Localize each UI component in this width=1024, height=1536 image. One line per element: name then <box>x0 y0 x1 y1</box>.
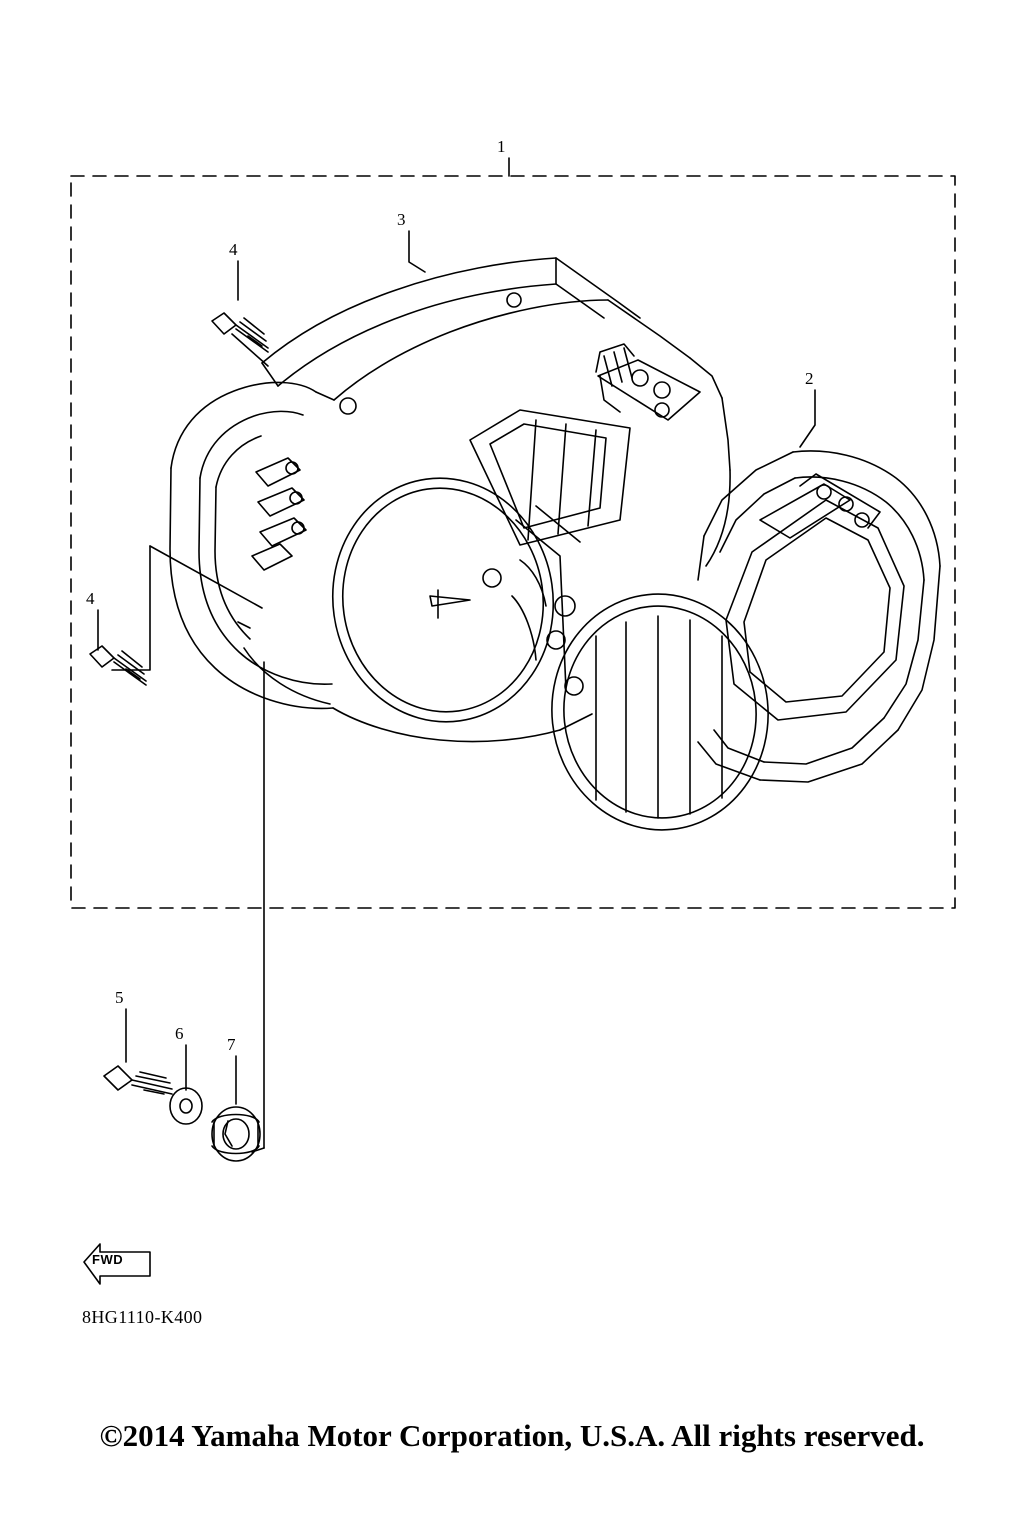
assembly-boundary <box>71 176 955 908</box>
callout-3: 3 <box>397 210 406 229</box>
callout-7: 7 <box>227 1035 236 1054</box>
screw-item-4-left <box>90 646 146 685</box>
callout-6: 6 <box>175 1024 184 1043</box>
fwd-label: FWD <box>92 1252 124 1267</box>
callout-4-left: 4 <box>86 589 95 608</box>
part-code-label: 8HG1110-K400 <box>82 1307 203 1327</box>
grommet-item-7 <box>212 1107 260 1161</box>
copyright-notice: ©2014 Yamaha Motor Corporation, U.S.A. All rights reserved. <box>99 1418 925 1453</box>
callout-4-top: 4 <box>229 240 238 259</box>
washer-item-6 <box>170 1088 202 1124</box>
callout-1: 1 <box>497 137 506 156</box>
screw-item-4-top <box>212 313 268 352</box>
screw-item-5 <box>104 1066 172 1094</box>
callout-5: 5 <box>115 988 124 1007</box>
callout-2: 2 <box>805 369 814 388</box>
